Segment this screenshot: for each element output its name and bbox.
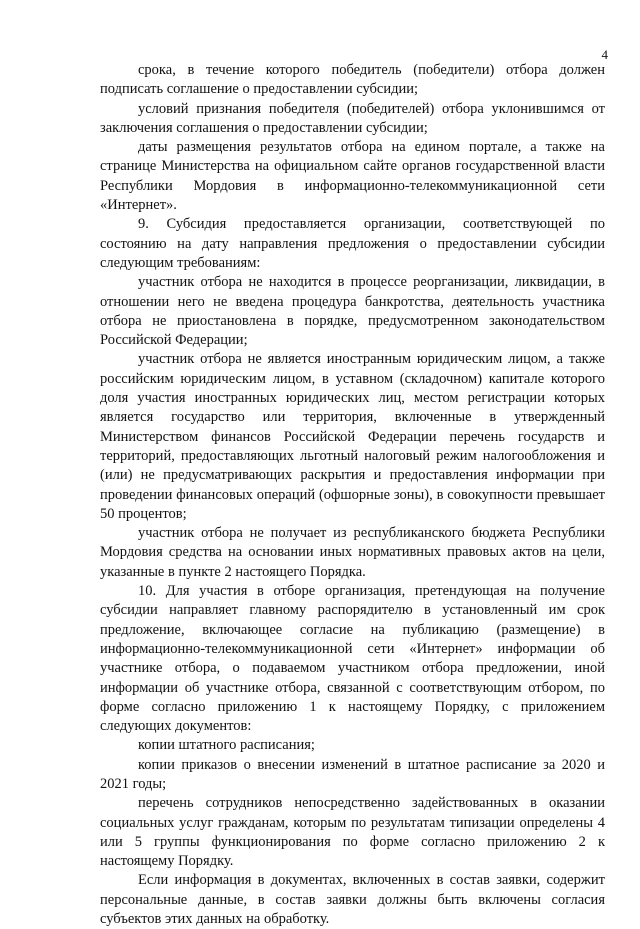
paragraph-requirement-reorganization: участник отбора не находится в процессе реорганизации, ликвидации, в отношении него не введена процедура банкротства, деятельность участника отбора не приостановлена в порядке, предусмотренном законодательством Российской Федерации; — [100, 274, 605, 349]
page-number: 4 — [601, 47, 608, 62]
paragraph-publication-dates: даты размещения результатов отбора на едином портале, а также на странице Министерства на официальном сайте органов государственной власти Республики Мордовия в информационно-телекоммуникационной сети «Интернет». — [100, 139, 605, 214]
paragraph-deadline-signing: срока, в течение которого победитель (победители) отбора должен подписать соглашение о предоставлении субсидии; — [100, 62, 605, 98]
document-body — [100, 61, 605, 929]
paragraph-personal-data: Если информация в документах, включенных в состав заявки, содержит персональные данные, в состав заявки должны быть включены согласия субъектов этих данных на обработку. — [100, 872, 605, 928]
paragraph-evasion-conditions: условий признания победителя (победителей) отбора уклонившимся от заключения соглашения о предоставлении субсидии; — [100, 100, 605, 136]
paragraph-item-9: 9. Субсидия предоставляется организации, соответствующей по состоянию на дату направления предложения о предоставлении субсидии следующим требованиям: — [100, 216, 605, 271]
paragraph-doc-staff-schedule: копии штатного расписания; — [138, 737, 315, 754]
paragraph-doc-employee-list: перечень сотрудников непосредственно задействованных в оказании социальных услуг гражданам, которым по результатам типизации определены 4 или 5 группы функционирования по форме согласно приложению 2 к настоящему Порядку. — [100, 795, 605, 870]
paragraph-item-10: 10. Для участия в отборе организация, претендующая на получение субсидии направляет главному распорядителю в установленный им срок предложение, включающее согласие на публикацию (размещение) в информационно-телекоммуникационной сети «Интернет» информации об участнике отбора, о подаваемом участником отбора предложении, иной информации об участнике отбора, связанной с соответствующим отбором, по форме согласно приложению 1 к настоящему Порядку, с приложением следующих документов: — [100, 583, 605, 735]
paragraph-requirement-foreign-entity: участник отбора не является иностранным юридическим лицом, а также российским юридическим лицом, в уставном (складочном) капитале которого доля участия иностранных юридических лиц, местом регистрации которых является государство или территория, включенные в утвержденный Министерством финансов Российской Федерации перечень государств и территорий, предоставляющих льготный налоговый режим налогообложения и (или) не предусматривающих раскрытия и предоставления информации при проведении финансовых операций (офшорные зоны), в совокупности превышает 50 процентов; — [100, 351, 605, 522]
paragraph-requirement-budget-funds: участник отбора не получает из республиканского бюджета Республики Мордовия средства на основании иных нормативных правовых актов на цели, указанные в пункте 2 настоящего Порядка. — [100, 525, 605, 580]
paragraph-doc-orders: копии приказов о внесении изменений в штатное расписание за 2020 и 2021 годы; — [100, 756, 605, 792]
